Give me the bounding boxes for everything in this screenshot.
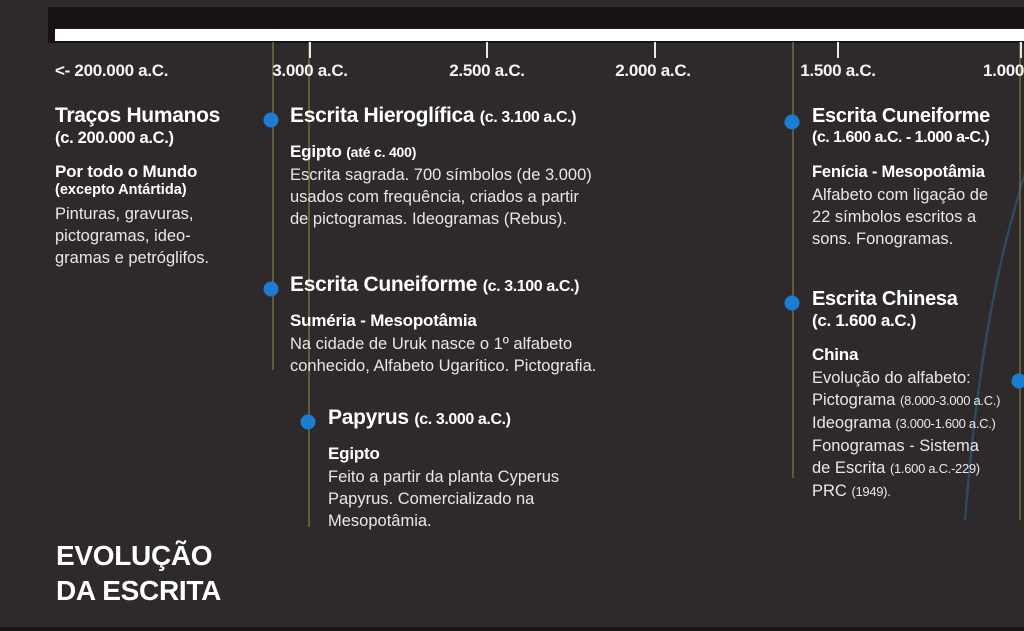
event-title: Traços Humanos (55, 104, 221, 127)
event-description (328, 466, 648, 532)
event-description-line: Evolução do alfabeto: (812, 369, 971, 387)
event-description-line: PRC (1949). (812, 482, 891, 500)
event-description (812, 367, 1024, 503)
event-title: Escrita Cuneiforme (812, 105, 990, 127)
event-description-line: usados com frequência, criados a partir (290, 188, 579, 206)
timeline-label-2000: 2.000 a.C. (615, 61, 691, 80)
timeline-label-200000: <- 200.000 a.C. (55, 61, 169, 80)
timeline-tick-3000 (309, 42, 311, 58)
event-description-line: Feito a partir da planta Cyperus (328, 468, 560, 486)
event-description-line: 22 símbolos escritos a (812, 208, 977, 226)
event-marker-cuneiforme-fenicia (785, 115, 800, 130)
grid-line-1600 (792, 42, 794, 478)
event-description-line: Pinturas, gravuras, (55, 205, 194, 223)
event-marker-cuneiforme-sumeria (264, 282, 279, 297)
event-description-line: Fonogramas - Sistema (812, 437, 979, 455)
event-title: Escrita Cuneiforme (c. 3.100 a.C.) (290, 273, 579, 296)
timeline-tick-1000 (1020, 42, 1022, 58)
event-marker-chinesa (785, 296, 800, 311)
event-marker-hieroglifica (264, 113, 279, 128)
event-date: (c. 200.000 a.C.) (55, 129, 174, 147)
event-description-line: Escrita sagrada. 700 símbolos (de 3.000) (290, 166, 592, 184)
event-marker-papyrus (301, 415, 316, 430)
event-description (290, 164, 665, 230)
event-description (812, 184, 1024, 250)
event-region: Suméria - Mesopotâmia (290, 311, 477, 330)
event-block-chinesa (812, 287, 1024, 503)
event-region: Por todo o Mundo (55, 162, 198, 181)
event-description-line: Ideograma (3.000-1.600 a.C.) (812, 414, 996, 432)
event-region: Egipto (328, 444, 380, 463)
event-description-line: Na cidade de Uruk nasce o 1º alfabeto (290, 335, 573, 353)
event-description-line: Mesopotâmia. (328, 512, 432, 530)
event-description-line: pictogramas, ideo- (55, 227, 191, 245)
infographic-title-line1: EVOLUÇÃO (56, 540, 213, 571)
event-title: Papyrus (c. 3.000 a.C.) (328, 406, 511, 429)
event-region: Fenícia - Mesopotâmia (812, 163, 985, 181)
event-date: (c. 3.100 a.C.) (482, 278, 579, 295)
event-description-line: de pictogramas. Ideogramas (Rebus). (290, 210, 567, 228)
event-description (55, 203, 270, 269)
timeline-tick-1500 (837, 42, 839, 58)
event-description (290, 333, 665, 377)
timeline-tick-2000 (654, 42, 656, 58)
event-date: (c. 1.600 a.C. - 1.000 a-C.) (812, 129, 990, 146)
event-block-cuneiforme-fenicia (812, 104, 1024, 250)
event-title: Escrita Hieroglífica (c. 3.100 a.C.) (290, 104, 577, 127)
event-description-line: sons. Fonogramas. (812, 230, 954, 248)
event-description-line: de Escrita (1.600 a.C.-229) (812, 459, 980, 477)
timeline-label-3000: 3.000 a.C. (272, 61, 348, 80)
event-block-hieroglifica (290, 104, 665, 230)
timeline-tick-2500 (486, 42, 488, 58)
event-description-line: Papyrus. Comercializado na (328, 490, 535, 508)
event-region: China (812, 345, 859, 364)
event-block-cuneiforme-sumeria (290, 273, 665, 377)
event-description-line: conhecido, Alfabeto Ugarítico. Pictografia. (290, 357, 597, 375)
event-date: (c. 3.100 a.C.) (479, 109, 577, 126)
timeline-label-1000: 1.000 (983, 61, 1024, 80)
event-date: (c. 3.000 a.C.) (414, 411, 511, 428)
event-block-tracos-humanos (55, 104, 270, 269)
event-description-line: Alfabeto com ligação de (812, 186, 989, 204)
timeline-label-2500: 2.500 a.C. (449, 61, 525, 80)
event-description-line: gramas e petróglifos. (55, 249, 210, 267)
infographic-title-line2: DA ESCRITA (56, 575, 222, 606)
event-date: (c. 1.600 a.C.) (812, 311, 917, 330)
infographic-title (56, 538, 221, 608)
event-region-note: (excepto Antártida) (55, 182, 187, 198)
event-marker-edge (1012, 374, 1024, 389)
event-description-line: Pictograma (8.000-3.000 a.C.) (812, 391, 1001, 409)
event-block-papyrus (328, 406, 648, 532)
grid-line-3100 (272, 42, 274, 370)
event-title: Escrita Chinesa (812, 288, 958, 310)
timeline-label-1500: 1.500 a.C. (800, 61, 876, 80)
event-region: Egipto (até c. 400) (290, 142, 417, 161)
